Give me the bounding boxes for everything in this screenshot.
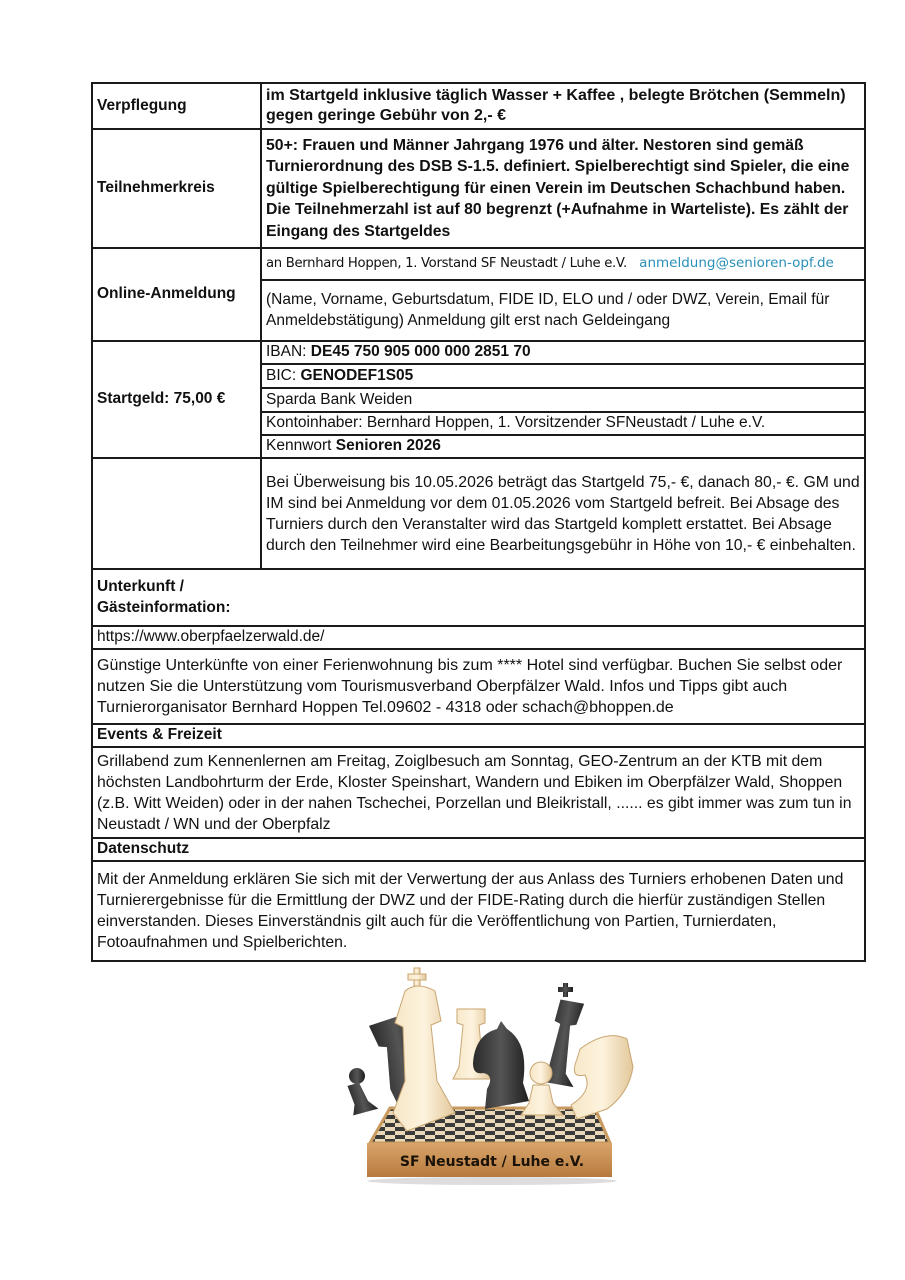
row-startgeld-conditions [92, 458, 865, 569]
kontoinhaber: Kontoinhaber: Bernhard Hoppen, 1. Vorsitzender SFNeustadt / Luhe e.V. [261, 412, 865, 435]
datenschutz-heading: Datenschutz [92, 838, 865, 861]
teilnehmerkreis-text: 50+: Frauen und Männer Jahrgang 1976 und älter. Nestoren sind gemäß Turnierordnung des DSB S-1.5. definiert. Spielberechtigt sind Spieler, die eine gültige Spielberechtigung für einen Verein im Deutschen Schachbund haben. Die Teilnehmerzahl ist auf 80 begrenzt (+Aufnahme in Warteliste). Es zählt der Eingang des Startgeldes [261, 129, 865, 248]
events-text: Grillabend zum Kennenlernen am Freitag, Zoiglbesuch am Sonntag, GEO-Zentrum an der KTB mit dem höchsten Landbohrturm der Erde, Kloster Speinshart, Wandern und Ebiken im Oberpfälzer Wald, Shoppen (z.B. Witt Weiden) oder in der nahen Tschechei, Porzellan und Bleikristall, ...... es gibt immer was zum tun in Neustadt / WN und der Oberpfalz [92, 747, 865, 838]
iban-value: DE45 750 905 000 000 2851 70 [310, 343, 531, 361]
verpflegung-text: im Startgeld inklusive täglich Wasser + Kaffee , belegte Brötchen (Semmeln) gegen geringe Gebühr von 2,- € [261, 83, 865, 129]
anmeldung-details: (Name, Vorname, Geburtsdatum, FIDE ID, ELO und / oder DWZ, Verein, Email für Anmeldebstätigung) Anmeldung gilt erst nach Geldeingang [261, 280, 865, 341]
chess-pieces-icon [345, 963, 640, 1185]
unterkunft-heading [92, 569, 865, 626]
row-startgeld-iban [92, 341, 865, 364]
row-datenschutz-heading [92, 838, 865, 861]
label-teilnehmerkreis: Teilnehmerkreis [92, 129, 261, 248]
row-verpflegung [92, 83, 865, 129]
anmeldung-recipient: an Bernhard Hoppen, 1. Vorstand SF Neustadt / Luhe e.V. [266, 256, 627, 272]
label-verpflegung: Verpflegung [92, 83, 261, 129]
unterkunft-url-link[interactable]: https://www.oberpfaelzerwald.de/ [92, 626, 865, 649]
anmeldung-recipient-cell [261, 248, 865, 280]
row-unterkunft-url [92, 626, 865, 649]
label-startgeld: Startgeld: 75,00 € [92, 341, 261, 458]
unterkunft-text: Günstige Unterkünfte von einer Ferienwohnung bis zum **** Hotel sind verfügbar. Buchen Sie selbst oder nutzen Sie die Unterstützung vom Tourismusverband Oberpfälzer Wald. Infos und Tipps gibt auch Turnierorganisator Bernhard Hoppen Tel.09602 - 4318 oder schach@bhoppen.de [92, 649, 865, 724]
empty-label-cell [92, 458, 261, 569]
row-online-anmeldung [92, 248, 865, 280]
label-online-anmeldung: Online-Anmeldung [92, 248, 261, 341]
row-unterkunft-heading [92, 569, 865, 626]
anmeldung-email-link[interactable]: anmeldung@senioren-opf.de [639, 255, 834, 272]
kennwort-value: Senioren 2026 [335, 437, 441, 455]
bic-cell [261, 364, 865, 388]
events-heading: Events & Freizeit [92, 724, 865, 747]
club-name: SF Neustadt / Luhe e.V. [399, 1154, 585, 1170]
bic-label: BIC: [266, 366, 301, 384]
row-teilnehmerkreis [92, 129, 865, 248]
datenschutz-text: Mit der Anmeldung erklären Sie sich mit der Verwertung der aus Anlass des Turniers erhobenen Daten und Turnierergebnisse für die Ermittlung der DWZ und der FIDE-Rating durch die hierfür zuständigen Stellen einverstanden. Dieses Einverständnis gilt auch für die Veröffentlichung von Partien, Turnierdaten, Fotoaufnahmen und Spielberichten. [92, 861, 865, 961]
club-logo [345, 963, 640, 1185]
tournament-info-table [91, 82, 866, 962]
iban-cell [261, 341, 865, 364]
bic-value: GENODEF1S05 [300, 366, 414, 384]
bank-name: Sparda Bank Weiden [261, 388, 865, 412]
startgeld-conditions: Bei Überweisung bis 10.05.2026 beträgt das Startgeld 75,- €, danach 80,- €. GM und IM sind bei Anmeldung vor dem 01.05.2026 vom Startgeld befreit. Bei Absage des Turniers durch den Veranstalter wird das Startgeld komplett erstattet. Bei Absage durch den Teilnehmer wird eine Bearbeitungsgebühr in Höhe von 10,- € einbehalten. [261, 458, 865, 569]
row-datenschutz-text [92, 861, 865, 961]
row-unterkunft-text [92, 649, 865, 724]
kennwort-label: Kennwort [266, 437, 336, 455]
document-page [91, 82, 866, 962]
unterkunft-heading-line2: Gästeinformation: [97, 598, 231, 616]
unterkunft-heading-line1: Unterkunft / [97, 578, 184, 595]
iban-label: IBAN: [266, 343, 311, 361]
kennwort-cell [261, 435, 865, 458]
row-events-heading [92, 724, 865, 747]
row-events-text [92, 747, 865, 838]
